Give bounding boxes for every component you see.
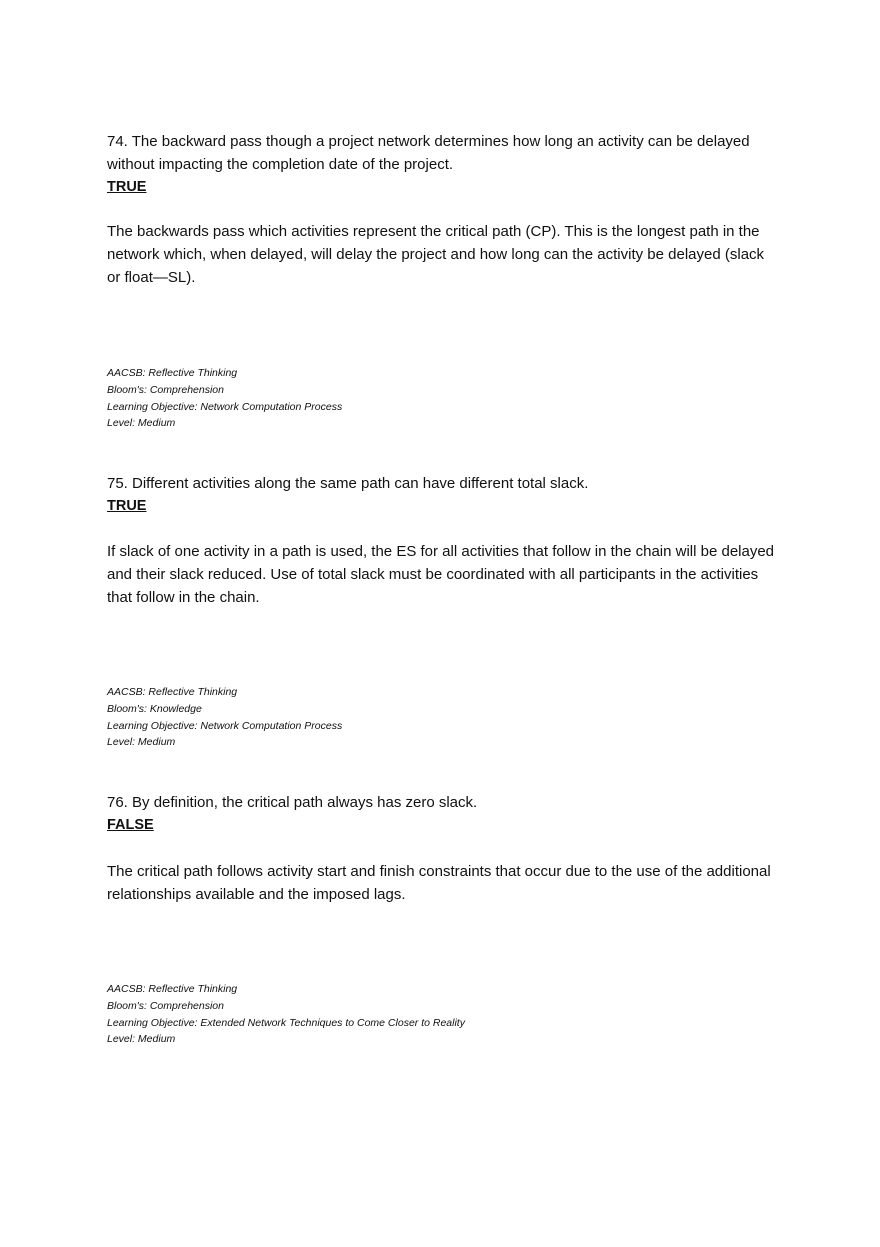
question-text: 74. The backward pass though a project network determines how long an activity can be delayed without impacting the completion date of the project. [107, 133, 750, 173]
question-text: 76. By definition, the critical path always has zero slack. [107, 794, 478, 811]
level-tag: Level: Medium [107, 736, 176, 749]
level-tag: Level: Medium [107, 1033, 176, 1046]
question-metadata [107, 684, 342, 751]
blooms-tag: Bloom's: Comprehension [107, 999, 224, 1012]
answer-label: TRUE [107, 498, 147, 514]
explanation-text: The critical path follows activity start and finish constraints that occur due to the use of the additional relationships available and the imposed lags. [107, 863, 771, 903]
level-tag: Level: Medium [107, 417, 176, 430]
question-text: 75. Different activities along the same path can have different total slack. [107, 475, 589, 492]
question-76 [107, 791, 787, 1046]
learning-objective-tag: Learning Objective: Extended Network Techniques to Come Closer to Reality [107, 1016, 465, 1029]
explanation-text: The backwards pass which activities represent the critical path (CP). This is the longest path in the network which, when delayed, will delay the project and how long can the activity be delayed (slack or float—SL). [107, 223, 765, 286]
aacsb-tag: AACSB: Reflective Thinking [107, 686, 238, 698]
blooms-tag: Bloom's: Comprehension [107, 383, 224, 396]
explanation-text: If slack of one activity in a path is used, the ES for all activities that follow in the chain will be delayed and their slack reduced. Use of total slack must be coordinated with all participants in the activities that follow in the chain. [107, 543, 775, 606]
question-metadata [107, 981, 465, 1048]
question-metadata [107, 365, 342, 432]
answer-label: FALSE [107, 817, 154, 833]
blooms-tag: Bloom's: Knowledge [107, 702, 202, 715]
aacsb-tag: AACSB: Reflective Thinking [107, 367, 238, 379]
question-75 [107, 472, 787, 749]
question-74 [107, 130, 787, 430]
aacsb-tag: AACSB: Reflective Thinking [107, 983, 238, 995]
learning-objective-tag: Learning Objective: Network Computation Process [107, 719, 343, 732]
answer-label: TRUE [107, 179, 147, 195]
learning-objective-tag: Learning Objective: Network Computation Process [107, 400, 343, 413]
